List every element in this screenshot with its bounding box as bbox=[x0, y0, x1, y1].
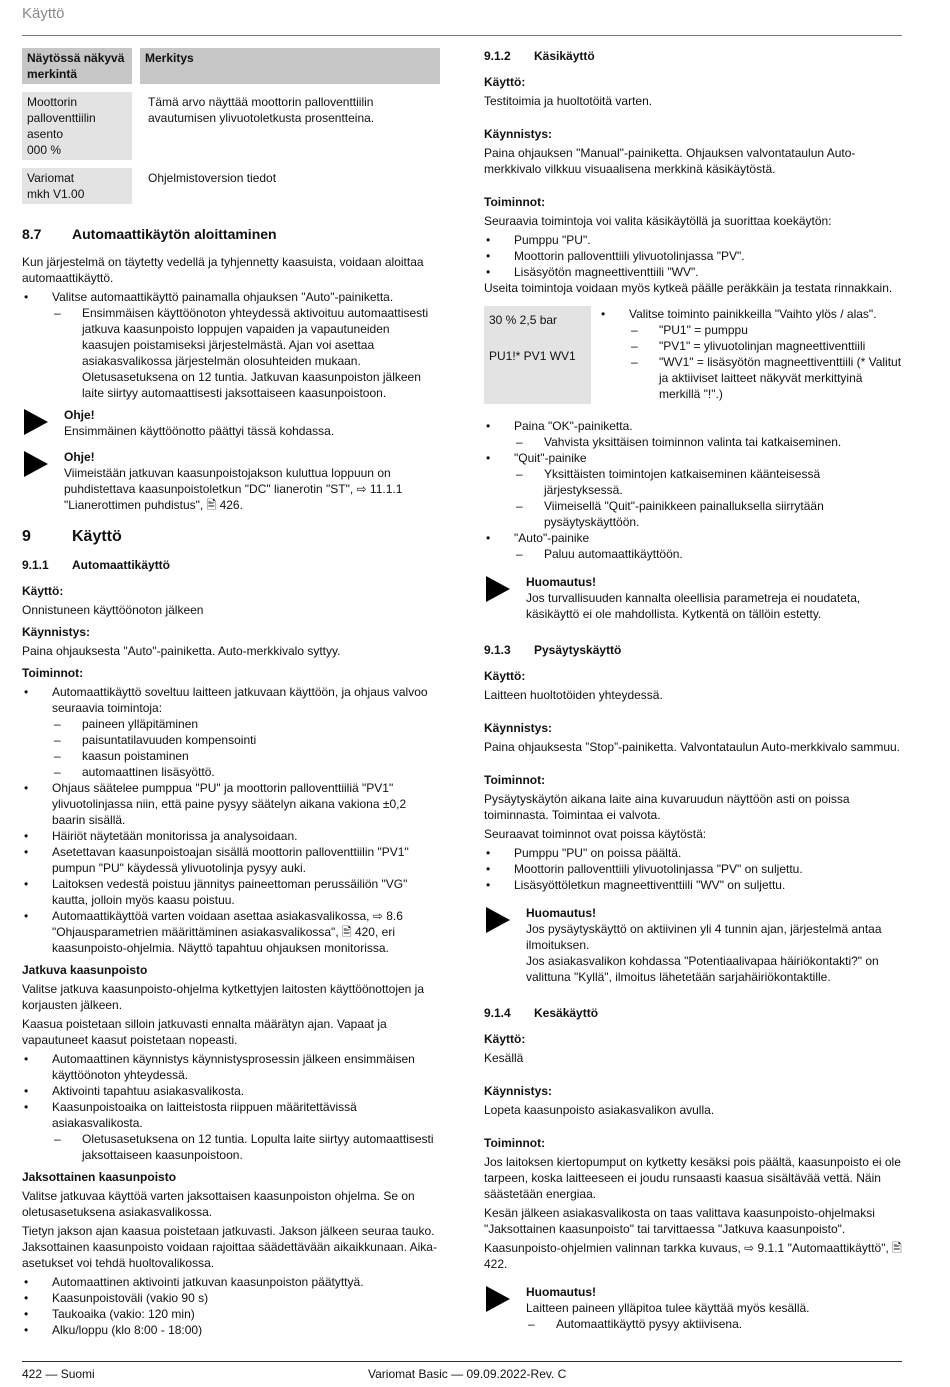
bullet-list: • Paina "OK"-painiketta. – Vahvista yksittäisen toiminnon valinta tai katkaiseminen. • "Quit"-painike – Yksittäisten toimintojen katkaiseminen käänteisessä järjestyksessä. – Viimeisellä "Quit"-painikkeen painalluksella siirrytään pysäytyskäyttöön. • "Auto"-painike – Paluu automaattikäyttöön. bbox=[484, 418, 902, 562]
table-row bbox=[22, 92, 440, 160]
note-box: Huomautus! Jos pysäytyskäyttö on aktiivinen yli 4 tunnin ajan, järjestelmä antaa ilmoituksen. Jos asiakasvalikon kohdassa "Potentiaalivapaa häiriökontakti?" on valittuna "Kyllä", ilmoitus lähetetään sarjahäiriökontaktille. bbox=[484, 905, 902, 985]
page-header: Käyttö bbox=[22, 5, 65, 22]
section-heading-9-1-3: 9.1.3 Pysäytyskäyttö bbox=[484, 643, 622, 657]
table-cell-key: Variomat mkh V1.00 bbox=[22, 168, 132, 204]
display-selection bbox=[484, 306, 902, 404]
paragraph: Kun järjestelmä on täytetty vedellä ja tyhjennetty kaasuista, voidaan aloittaa automaattikäyttö. bbox=[22, 255, 424, 285]
bullet-list: • Automaattinen aktivointi jatkuvan kaasunpoiston päätyttyä. • Kaasunpoistoväli (vakio 90 s) • Taukoaika (vakio: 120 min) • Alku/loppu (klo 8:00 - 18:00) bbox=[22, 1274, 440, 1338]
footer-page: 422 — Suomi bbox=[22, 1367, 95, 1381]
note-box: Ohje! Ensimmäinen käyttöönotto päättyi tässä kohdassa. bbox=[22, 407, 440, 439]
subheading: Jatkuva kaasunpoisto bbox=[22, 963, 148, 977]
note-box: Ohje! Viimeistään jatkuvan kaasunpoistojakson kuluttua loppuun on puhdistettava kaasunpoistoletkun "DC" lianerotin "ST", ⇨ 11.1.1 "Lianerottimen puhdistus", 🖹 426. bbox=[22, 449, 440, 513]
note-arrow-icon bbox=[24, 409, 48, 435]
footer-rule bbox=[22, 1361, 902, 1362]
note-arrow-icon bbox=[486, 1286, 510, 1312]
section-heading-8-7: 8.7 Automaattikäytön aloittaminen bbox=[22, 226, 277, 242]
note-box: Huomautus! Jos turvallisuuden kannalta oleellisia parametreja ei noudateta, käsikäyttö ei ole mahdollista. Kytkentä on tällöin estetty. bbox=[484, 574, 902, 622]
table-cell-value: Ohjelmistoversion tiedot bbox=[148, 171, 277, 185]
table-header-display: Näytössä näkyvä merkintä bbox=[22, 48, 132, 84]
footer-doc: Variomat Basic — 09.09.2022-Rev. C bbox=[368, 1367, 567, 1381]
right-column: 9.1.2 Käsikäyttö Käyttö: Testitoimia ja huoltotöitä varten. Käynnistys: Paina ohjauksen "Manual"-painiketta. Ohjauksen valvontataulun Auto-merkkivalo vilkkuu visuaalisena merkkinä käsikäytöstä. Toiminnot: Seuraavia toimintoja voi valita käsikäytöllä ja suorittaa koekäytön: • Pumppu "PU". • Moottorin palloventtiili ylivuotolinjassa "PV". • Lisäsyötön magneettiventtiili "WV". Useita toimintoja voidaan myös kytkeä päälle peräkkäin ja testata rinnakkain. 30 % 2,5 bar PU1!* PV1 WV1 • Valitse toiminto painikkeilla "Vaihto ylös / alas". – "PU1" = pumppu – "PV1" = ylivuotolinjan magneettiventtiili – "WV1" = lisäsyötön magneettiventtiili (* Valitut ja aktiiviset laitteet näkyvät merkittyinä merkillä "!".) • Paina "OK"-painiketta. – Vahvista yksittäisen toiminnon valinta tai katkaiseminen. • "Quit"-painike – Yksittäisten toimintojen katkaiseminen käänteisessä järjestyksessä. – Viimeisellä "Quit"-painikkeen painalluksella siirrytään pysäytyskäyttöön. • "Auto"-painike – Paluu automaattikäyttöön. Huomautus! Jos turvallisuuden kannalta oleellisia parametreja ei noudateta, käsikäyttö ei ole mahdollista. Kytkentä on tällöin estetty. 9.1.3 Pysäytyskäyttö Käyttö: Laitteen huoltotöiden yhteydessä. Käynnistys: Paina ohjauksesta ”Stop”-painiketta. Valvontataulun Auto-merkkivalo sammuu. Toiminnot: Pysäytyskäytön aikana laite aina kuvaruudun näyttöön asti on poissa toiminnasta. Toimintaa ei valvota. Seuraavat toiminnot ovat poissa käytöstä: • Pumppu "PU" on poissa päältä. • Moottorin palloventtiili ylivuotolinjassa "PV" on suljettu. • Lisäsyöttöletkun magneettiventtiili "WV" on suljettu. Huomautus! Jos pysäytyskäyttö on aktiivinen yli 4 tunnin ajan, järjestelmä antaa ilmoituksen. Jos asiakasvalikon kohdassa "Potentiaalivapaa häiriökontakti?" on valittuna "Kyllä", ilmoitus lähetetään sarjahäiriökontaktille. 9.1.4 Kesäkäyttö Käyttö: Kesällä Käynnistys: Lopeta kaasunpoisto asiakasvalikon avulla. Toiminnot: Jos laitoksen kiertopumput on kytketty kesäksi pois päältä, kaasunpoisto ei ole tarpeen, koska laitteeseen ei joudu runsaasti kaasua sisältävää vettä. Näin säästetään energiaa. Kesän jälkeen asiakasvalikosta on taas valittava kaasunpoisto-ohjelmaksi "Jaksottainen kaasunpoisto" tai tarvittaessa "Jatkuva kaasunpoisto". Kaasunpoisto-ohjelmien valinnan tarkka kuvaus, ⇨ 9.1.1 "Automaattikäyttö", 🖹 422. Huomautus! Laitteen paineen ylläpitoa tulee käyttää myös kesällä. – Automaattikäyttö pysyy aktiivisena. bbox=[484, 48, 902, 1342]
bullet-list bbox=[22, 289, 440, 401]
table-cell-value: Tämä arvo näyttää moottorin palloventtiilin avautumisen ylivuotoletkusta prosentteina. bbox=[148, 95, 375, 125]
section-heading-9-1-1: 9.1.1 Automaattikäyttö bbox=[22, 558, 171, 572]
bullet-list: • Automaattikäyttö soveltuu laitteen jatkuvaan käyttöön, ja ohjaus valvoo seuraavia toimintoja: – paineen ylläpitäminen – paisuntatilavuuden kompensointi – kaasun poistaminen – automaattinen lisäsyöttö. • Ohjaus säätelee pumppua "PU" ja moottorin palloventtiiliä "PV1" ylivuotolinjassa niin, että paine pysyy säätelyn aikana vakiona ±0,2 baarin sisällä. • Häiriöt näytetään monitorissa ja analysoidaan. • Asetettavan kaasunpoistoajan sisällä moottorin palloventtiilin "PV1" pumpun "PU" käydessä ylivuotolinja pysyy auki. • Laitoksen vedestä poistuu jännitys paineettoman perussäiliön "VG" kautta, jolloin myös kaasu poistuu. • Automaattikäyttöä varten voidaan asettaa asiakasvalikossa, ⇨ 8.6 "Ohjausparametrien määrittäminen asiakasvalikossa", 🖹 420, eri kaasunpoisto-ohjelmia. Näyttö tapahtuu ohjauksen monitorissa. bbox=[22, 684, 440, 956]
table-header-meaning: Merkitys bbox=[140, 48, 440, 84]
table-row bbox=[22, 168, 440, 204]
subheading: Jaksottainen kaasunpoisto bbox=[22, 1170, 177, 1184]
bullet-list: • Automaattinen käynnistys käynnistysprosessin jälkeen ensimmäisen käyttöönoton yhteydessä. • Aktivointi tapahtuu asiakasvalikosta. • Kaasunpoistoaika on laitteistosta riippuen määritettävissä asiakasvalikosta. – Oletusasetuksena on 12 tuntia. Lopulta laite siirtyy automaattisesti jaksottaiseen kaasunpoistoon. bbox=[22, 1051, 440, 1163]
display-box: 30 % 2,5 bar PU1!* PV1 WV1 bbox=[484, 306, 591, 404]
display-table bbox=[22, 40, 440, 212]
bullet-list: • Pumppu "PU" on poissa päältä. • Moottorin palloventtiili ylivuotolinjassa "PV" on suljettu. • Lisäsyöttöletkun magneettiventtiili "WV" on suljettu. bbox=[484, 845, 902, 893]
note-box: Huomautus! Laitteen paineen ylläpitoa tulee käyttää myös kesällä. – Automaattikäyttö pysyy aktiivisena. bbox=[484, 1284, 902, 1332]
section-heading-9: 9 Käyttö bbox=[22, 528, 122, 545]
list-item: – Ensimmäisen käyttöönoton yhteydessä aktivoituu automaattisesti jatkuva kaasunpoisto loppujen vapaiden ja vapautuneiden kaasujen poistamiseksi järjestelmästä. Ajan voi asettaa asiakasvalikossa järjestelmän olosuhteiden mukaan. Oletusasetuksena on 12 tuntia. Jatkuvan kaasunpoiston jälkeen laite siirtyy automaattisesti jaksottaiseen kaasunpoistoon. bbox=[22, 305, 440, 401]
note-arrow-icon bbox=[486, 576, 510, 602]
bullet-list: • Pumppu "PU". • Moottorin palloventtiili ylivuotolinjassa "PV". • Lisäsyötön magneettiventtiili "WV". bbox=[484, 232, 902, 280]
list-item: • Valitse automaattikäyttö painamalla ohjauksen "Auto"-painiketta. bbox=[22, 289, 440, 305]
note-arrow-icon bbox=[24, 451, 48, 477]
header-rule bbox=[22, 35, 902, 36]
left-column: Näytössä näkyvä merkintä Merkitys Moottorin palloventtiilin asento 000 % Tämä arvo näyttää moottorin palloventtiilin avautumisen ylivuotoletkusta prosentteina. Variomat mkh V1.00 Ohjelmistoversion tiedot 8.7 Automaattikäytön aloittaminen Kun järjestelmä on täytetty vedellä ja tyhjennetty kaasuista, voidaan aloittaa automaattikäyttö. • Valitse automaattikäyttö painamalla ohjauksen "Auto"-painiketta. – Ensimmäisen käyttöönoton yhteydessä aktivoituu automaattisesti jatkuva kaasunpoisto loppujen vapaiden ja vapautuneiden kaasujen poistamiseksi järjestelmästä. Ajan voi asettaa asiakasvalikossa järjestelmän olosuhteiden mukaan. Oletusasetuksena on 12 tuntia. Jatkuvan kaasunpoiston jälkeen laite siirtyy automaattisesti jaksottaiseen kaasunpoistoon. Ohje! Ensimmäinen käyttöönotto päättyi tässä kohdassa. Ohje! Viimeistään jatkuvan kaasunpoistojakson kuluttua loppuun on puhdistettava kaasunpoistoletkun "DC" lianerotin "ST", ⇨ 11.1.1 "Lianerottimen puhdistus", 🖹 426. 9 Käyttö 9.1.1 Automaattikäyttö Käyttö: Onnistuneen käyttöönoton jälkeen Käynnistys: Paina ohjauksesta "Auto"-painiketta. Auto-merkkivalo syttyy. Toiminnot: • Automaattikäyttö soveltuu laitteen jatkuvaan käyttöön, ja ohjaus valvoo seuraavia toimintoja: – paineen ylläpitäminen – paisuntatilavuuden kompensointi – kaasun poistaminen – automaattinen lisäsyöttö. • Ohjaus säätelee pumppua "PU" ja moottorin palloventtiiliä "PV1" ylivuotolinjassa niin, että paine pysyy säätelyn aikana vakiona ±0,2 baarin sisällä. • Häiriöt näytetään monitorissa ja analysoidaan. • Asetettavan kaasunpoistoajan sisällä moottorin palloventtiilin "PV1" pumpun "PU" käydessä ylivuotolinja pysyy auki. • Laitoksen vedestä poistuu jännitys paineettoman perussäiliön "VG" kautta, jolloin myös kaasu poistuu. • Automaattikäyttöä varten voidaan asettaa asiakasvalikossa, ⇨ 8.6 "Ohjausparametrien määrittäminen asiakasvalikossa", 🖹 420, eri kaasunpoisto-ohjelmia. Näyttö tapahtuu ohjauksen monitorissa. Jatkuva kaasunpoisto Valitse jatkuva kaasunpoisto-ohjelma kytkettyjen laitosten käyttöönottojen ja korjausten jälkeen. Kaasua poistetaan silloin jatkuvasti ennalta määrätyn ajan. Vapaat ja vapautuneet kaasut poistetaan nopeasti. • Automaattinen käynnistys käynnistysprosessin jälkeen ensimmäisen käyttöönoton yhteydessä. • Aktivointi tapahtuu asiakasvalikosta. • Kaasunpoistoaika on laitteistosta riippuen määritettävissä asiakasvalikosta. – Oletusasetuksena on 12 tuntia. Lopulta laite siirtyy automaattisesti jaksottaiseen kaasunpoistoon. Jaksottainen kaasunpoisto Valitse jatkuvaa käyttöä varten jaksottaisen kaasunpoiston ohjelma. Se on oletusasetuksena asiakasvalikossa. Tietyn jakson ajan kaasua poistetaan jatkuvasti. Jakson jälkeen seuraa tauko. Jaksottainen kaasunpoisto voidaan rajoittaa säädettävään aikaikkunaan. Aika-asetukset voi tehdä huoltovalikossa. • Automaattinen aktivointi jatkuvan kaasunpoiston päätyttyä. • Kaasunpoistoväli (vakio 90 s) • Taukoaika (vakio: 120 min) • Alku/loppu (klo 8:00 - 18:00) bbox=[22, 48, 440, 1338]
bullet-list: • Valitse toiminto painikkeilla "Vaihto ylös / alas". – "PU1" = pumppu – "PV1" = ylivuotolinjan magneettiventtiili – "WV1" = lisäsyötön magneettiventtiili (* Valitut ja aktiiviset laitteet näkyvät merkittyinä merkillä "!".) bbox=[591, 306, 902, 404]
section-heading-9-1-2: 9.1.2 Käsikäyttö bbox=[484, 49, 595, 63]
table-cell-key: Moottorin palloventtiilin asento 000 % bbox=[22, 92, 132, 160]
note-arrow-icon bbox=[486, 907, 510, 933]
section-heading-9-1-4: 9.1.4 Kesäkäyttö bbox=[484, 1006, 599, 1020]
